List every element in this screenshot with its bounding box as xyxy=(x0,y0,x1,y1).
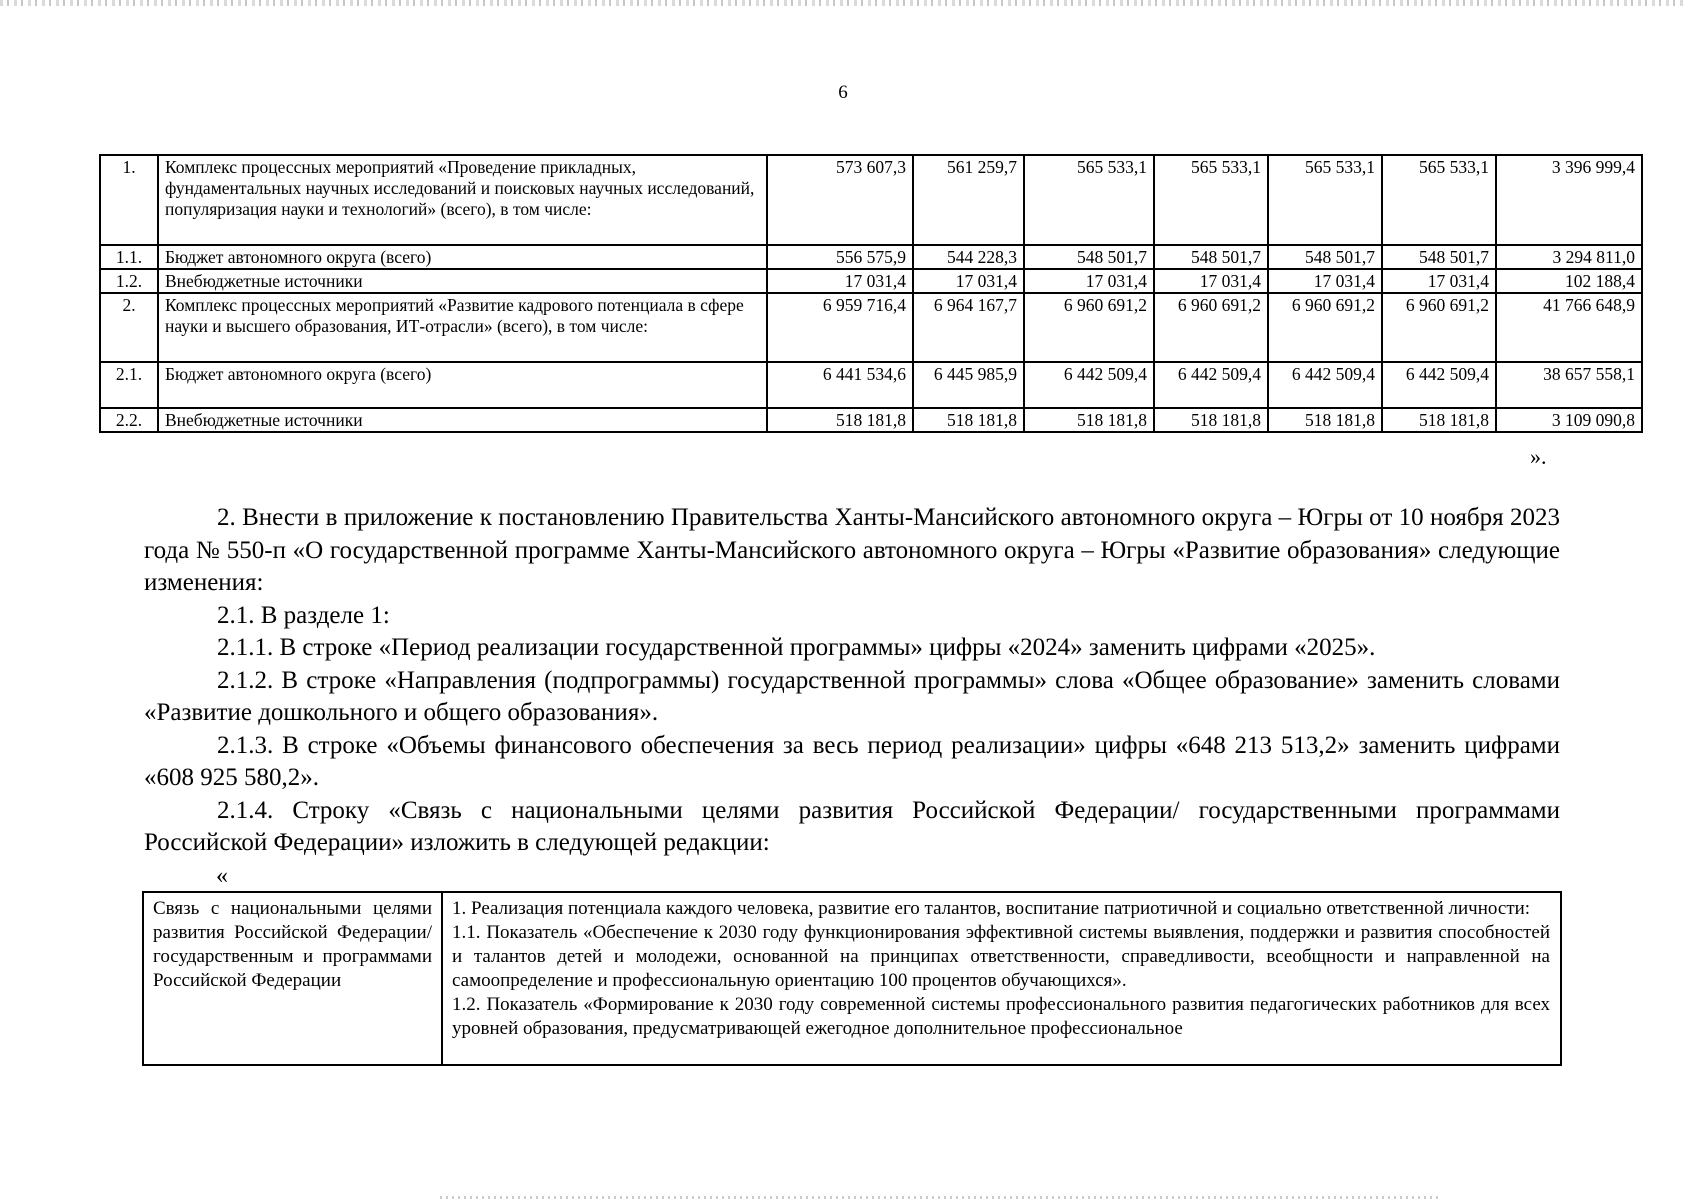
table-row xyxy=(143,892,1561,1065)
table-row xyxy=(100,293,1642,362)
scan-artifact-top xyxy=(0,0,1686,6)
goals-table xyxy=(142,891,1562,1066)
value-cell: 548 501,7 xyxy=(1382,245,1496,269)
goal-line: 1. Реализация потенциала каждого человека, развитие его талантов, воспитание патриотичной и социально ответственной личности: xyxy=(452,898,1531,919)
value-cell: 518 181,8 xyxy=(913,408,1024,432)
row-name: Комплекс процессных мероприятий «Развитие кадрового потенциала в сфере науки и высшего образования, ИТ-отрасли» (всего), в том числе: xyxy=(158,293,767,362)
page-number: 6 xyxy=(838,82,848,103)
value-cell: 17 031,4 xyxy=(1382,269,1496,293)
value-cell: 17 031,4 xyxy=(1154,269,1268,293)
value-cell: 6 442 509,4 xyxy=(1382,362,1496,408)
scan-artifact-bottom xyxy=(440,1196,1440,1199)
value-cell: 6 442 509,4 xyxy=(1268,362,1382,408)
paragraph: 2.1.2. В строке «Направления (подпрограммы) государственной программы» слова «Общее образование» заменить словами «Развитие дошкольного и общего образования». xyxy=(144,666,1560,726)
row-number: 2. xyxy=(100,293,158,362)
row-name: Внебюджетные источники xyxy=(158,269,767,293)
row-number: 1. xyxy=(100,155,158,245)
total-cell: 102 188,4 xyxy=(1496,269,1642,293)
value-cell: 17 031,4 xyxy=(1024,269,1154,293)
value-cell: 548 501,7 xyxy=(1268,245,1382,269)
value-cell: 518 181,8 xyxy=(1024,408,1154,432)
value-cell: 17 031,4 xyxy=(1268,269,1382,293)
total-cell: 38 657 558,1 xyxy=(1496,362,1642,408)
value-cell: 6 960 691,2 xyxy=(1268,293,1382,362)
value-cell: 556 575,9 xyxy=(767,245,913,269)
paragraph: 2. Внести в приложение к постановлению Правительства Ханты-Мансийского автономного округа – Югры от 10 ноября 2023 года № 550-п «О государственной программе Ханты-Мансийского автономного округа – Югры «Развитие образования» следующие изменения: xyxy=(144,504,1560,596)
value-cell: 6 442 509,4 xyxy=(1154,362,1268,408)
value-cell: 548 501,7 xyxy=(1154,245,1268,269)
value-cell: 6 960 691,2 xyxy=(1024,293,1154,362)
paragraph: 2.1.1. В строке «Период реализации государственной программы» цифры «2024» заменить цифрами «2025». xyxy=(217,634,1376,661)
row-number: 1.2. xyxy=(100,269,158,293)
total-cell: 3 109 090,8 xyxy=(1496,408,1642,432)
value-cell: 6 442 509,4 xyxy=(1024,362,1154,408)
table-row xyxy=(100,362,1642,408)
value-cell: 6 960 691,2 xyxy=(1382,293,1496,362)
value-cell: 17 031,4 xyxy=(767,269,913,293)
row-number: 2.2. xyxy=(100,408,158,432)
table-row xyxy=(100,245,1642,269)
closing-quote: ». xyxy=(1530,444,1547,469)
value-cell: 518 181,8 xyxy=(1268,408,1382,432)
row-number: 2.1. xyxy=(100,362,158,408)
value-cell: 6 964 167,7 xyxy=(913,293,1024,362)
table-row xyxy=(100,408,1642,432)
table-row xyxy=(100,269,1642,293)
value-cell: 561 259,7 xyxy=(913,155,1024,245)
paragraph: 2.1.3. В строке «Объемы финансового обеспечения за весь период реализации» цифры «648 213 513,2» заменить цифрами «608 925 580,2». xyxy=(144,731,1560,791)
value-cell: 565 533,1 xyxy=(1024,155,1154,245)
value-cell: 6 445 985,9 xyxy=(913,362,1024,408)
value-cell: 518 181,8 xyxy=(1154,408,1268,432)
value-cell: 518 181,8 xyxy=(1382,408,1496,432)
amendment-text xyxy=(144,502,1560,860)
budget-table xyxy=(99,154,1643,433)
row-name: Бюджет автономного округа (всего) xyxy=(158,362,767,408)
value-cell: 548 501,7 xyxy=(1024,245,1154,269)
row-name: Внебюджетные источники xyxy=(158,408,767,432)
total-cell: 41 766 648,9 xyxy=(1496,293,1642,362)
paragraph: 2.1. В разделе 1: xyxy=(217,601,390,629)
row-name: Комплекс процессных мероприятий «Проведение прикладных, фундаментальных научных исследований и поисковых научных исследований, популяризация науки и технологий» (всего), в том числе: xyxy=(158,155,767,245)
row-content xyxy=(442,892,1561,1065)
indicator-line: 1.2. Показатель «Формирование к 2030 году современной системы профессионального развития педагогических работников для всех уровней образования, предусматривающей ежегодное дополнительное профессиональное xyxy=(452,994,1550,1039)
value-cell: 565 533,1 xyxy=(1154,155,1268,245)
indicator-line: 1.1. Показатель «Обеспечение к 2030 году функционирования эффективной системы выявления, поддержки и развития способностей и талантов детей и молодежи, основанной на принципах ответственности, справедливости, всеобщности и направленной на самоопределение и профессиональную ориентацию 100 процентов обучающихся». xyxy=(452,922,1550,991)
value-cell: 17 031,4 xyxy=(913,269,1024,293)
value-cell: 565 533,1 xyxy=(1268,155,1382,245)
paragraph: 2.1.4. Строку «Связь с национальными целями развития Российской Федерации/ государственными программами Российской Федерации» изложить в следующей редакции: xyxy=(144,796,1560,856)
value-cell: 518 181,8 xyxy=(767,408,913,432)
table-row xyxy=(100,155,1642,245)
opening-quote: « xyxy=(216,863,228,889)
value-cell: 6 959 716,4 xyxy=(767,293,913,362)
total-cell: 3 396 999,4 xyxy=(1496,155,1642,245)
value-cell: 6 960 691,2 xyxy=(1154,293,1268,362)
total-cell: 3 294 811,0 xyxy=(1496,245,1642,269)
value-cell: 544 228,3 xyxy=(913,245,1024,269)
row-label: Связь с национальными целями развития Российской Федерации/государственным и программами Российской Федерации xyxy=(143,892,442,1065)
value-cell: 6 441 534,6 xyxy=(767,362,913,408)
row-name: Бюджет автономного округа (всего) xyxy=(158,245,767,269)
row-number: 1.1. xyxy=(100,245,158,269)
value-cell: 573 607,3 xyxy=(767,155,913,245)
value-cell: 565 533,1 xyxy=(1382,155,1496,245)
